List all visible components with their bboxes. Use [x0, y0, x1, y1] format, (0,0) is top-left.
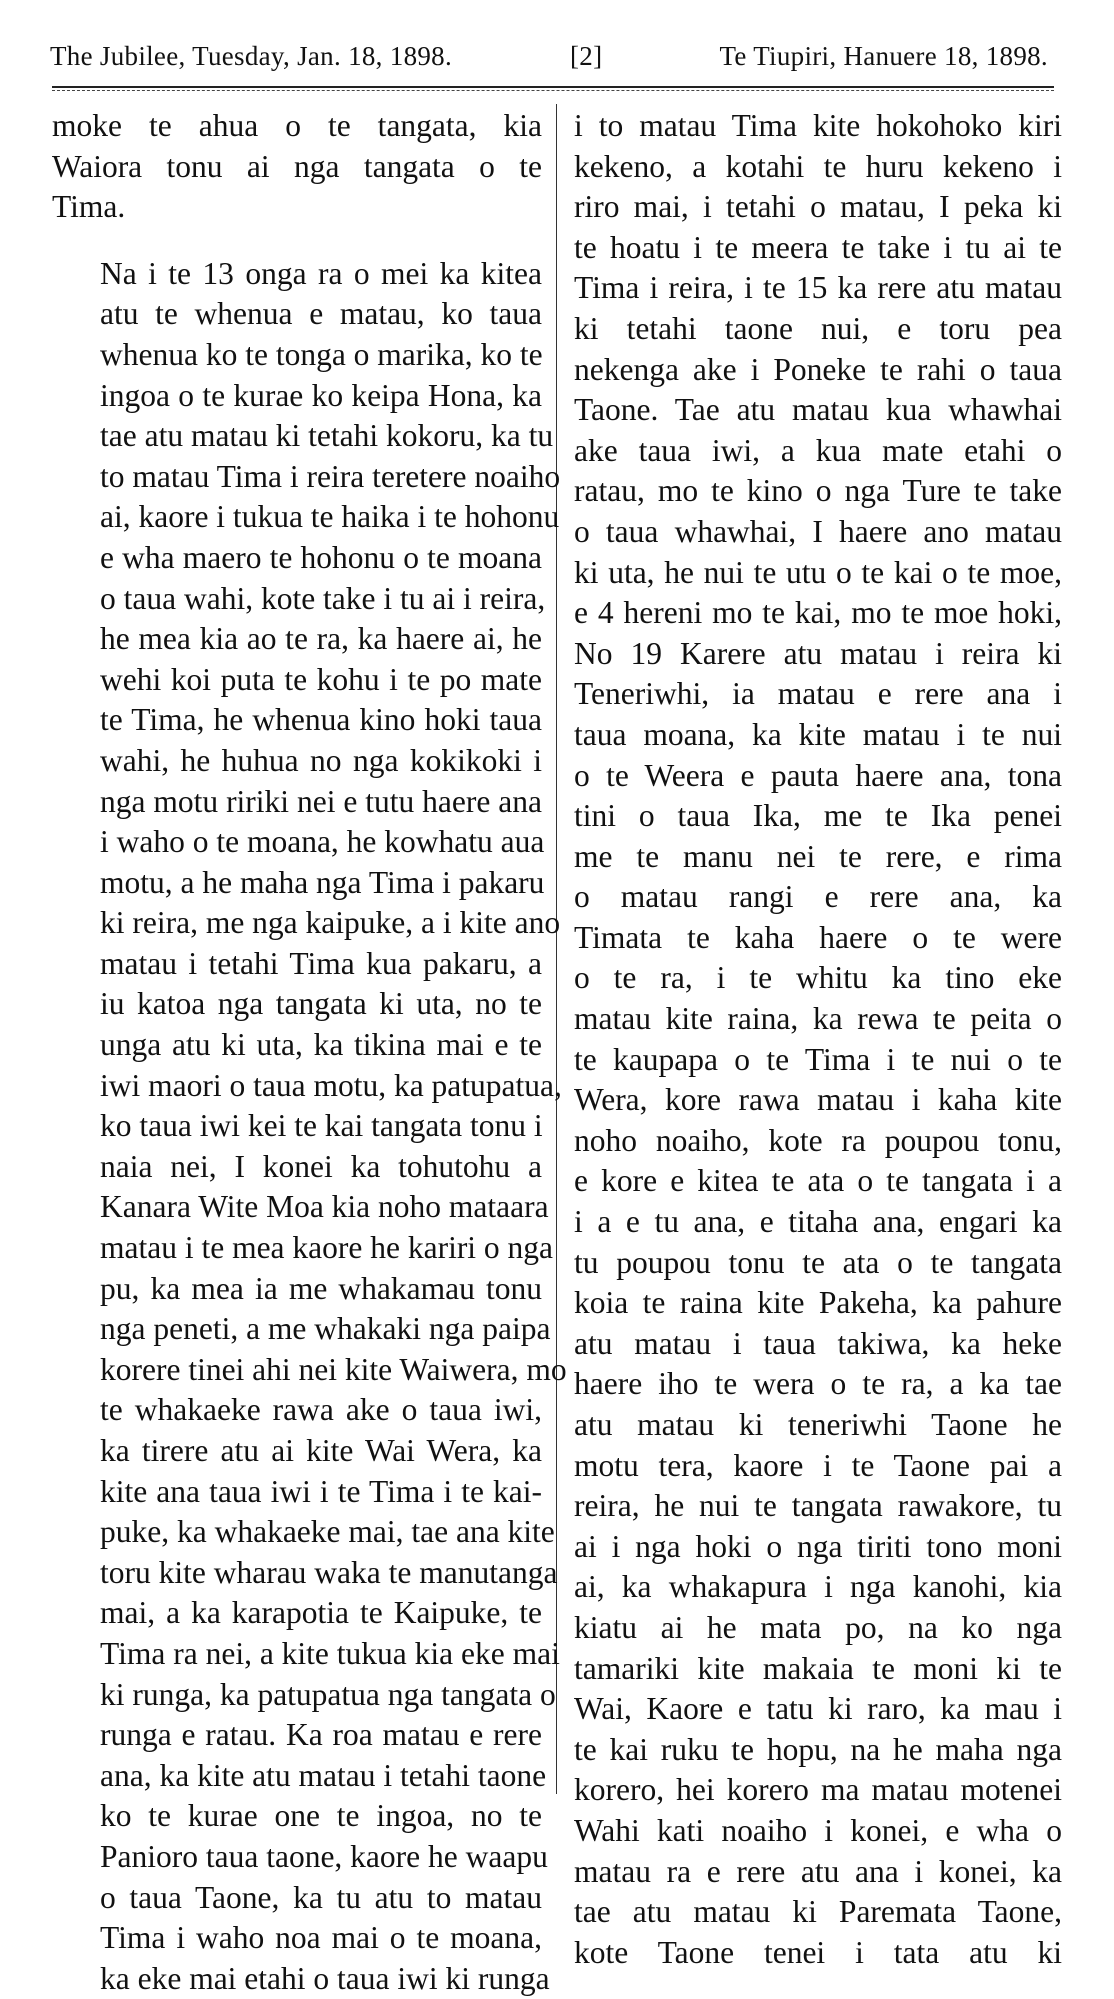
text-line: atu te whenua e matau, ko taua	[100, 296, 542, 332]
text-line: toru kite wharau waka te manutanga	[100, 1554, 558, 1590]
text-line: matau ra e rere atu ana i konei, ka	[574, 1853, 1062, 1889]
left-column	[52, 106, 567, 1999]
text-line: ko te kurae one te ingoa, no te	[100, 1798, 542, 1834]
text-line: motu, a he maha nga Tima i pakaru	[100, 864, 545, 900]
text-line: o te Weera e pauta haere ana, tona	[574, 757, 1062, 793]
text-line: ki uta, he nui te utu o te kai o te moe,	[574, 554, 1062, 590]
text-line: me te manu nei te rere, e rima	[574, 838, 1062, 874]
text-line: kiatu ai he mata po, na ko nga	[574, 1609, 1062, 1645]
text-line: matau i tetahi Tima kua pakaru, a	[100, 945, 542, 981]
text-line: ana, ka kite atu matau i tetahi taone	[100, 1757, 547, 1793]
text-line: nga peneti, a me whakaki nga paipa	[100, 1311, 551, 1347]
text-line: ka tirere atu ai kite Wai Wera, ka	[100, 1433, 542, 1468]
text-line: ki tetahi taone nui, e toru pea	[574, 310, 1062, 346]
text-line: Wai, Kaore e tatu ki raro, ka mau i	[574, 1691, 1062, 1727]
text-line: Tima.	[52, 189, 126, 225]
text-line: i waho o te moana, he kowhatu aua	[100, 824, 545, 860]
text-line: Waiora tonu ai nga tangata o te	[52, 148, 542, 184]
text-line: wahi, he huhua no nga kokikoki i	[100, 742, 542, 778]
text-line: Tima i reira, i te 15 ka rere atu matau	[574, 270, 1062, 306]
text-line: nga motu ririki nei e tutu haere ana	[100, 783, 542, 819]
text-line: Tima ra nei, a kite tukua kia eke mai	[100, 1635, 560, 1671]
text-line: Timata te kaha haere o te were	[574, 919, 1062, 955]
text-line: Panioro taua taone, kaore he waapu	[100, 1838, 548, 1874]
text-line: o te ra, i te whitu ka tino eke	[574, 960, 1062, 996]
text-line: matau kite raina, ka rewa te peita o	[574, 1001, 1062, 1037]
text-line: Teneriwhi, ia matau e rere ana i	[574, 676, 1062, 712]
text-line: i to matau Tima kite hokohoko kiri	[574, 108, 1062, 143]
left-column-paragraph-1	[52, 106, 542, 228]
page-header	[44, 36, 1070, 76]
text-line: e wha maero te hohonu o te moana	[100, 539, 542, 575]
header-english-dateline: The Jubilee, Tuesday, Jan. 18, 1898.	[50, 41, 453, 71]
text-line: te whakaeke rawa ake o taua iwi,	[100, 1392, 542, 1428]
text-line: tae atu matau ki Paremata Taone,	[574, 1894, 1062, 1930]
header-rule	[52, 86, 1054, 88]
text-line: Taone. Tae atu matau kua whawhai	[574, 392, 1062, 428]
text-line: ki reira, me nga kaipuke, a i kite ano	[100, 905, 561, 941]
text-line: No 19 Karere atu matau i reira ki	[574, 635, 1062, 671]
text-line: motu tera, kaore i te Taone pai a	[574, 1447, 1062, 1483]
text-line: matau i te mea kaore he kariri o nga	[100, 1230, 554, 1266]
text-line: ai, ka whakapura i nga kanohi, kia	[574, 1569, 1062, 1605]
left-column-paragraph-2	[52, 254, 567, 1999]
text-line: taua moana, ka kite matau i te nui	[574, 716, 1062, 752]
text-line: i a e tu ana, e titaha ana, engari ka	[574, 1204, 1062, 1240]
text-line: whenua ko te tonga o marika, ko te	[100, 336, 543, 372]
header-maori-dateline: Te Tiupiri, Hanuere 18, 1898.	[719, 41, 1048, 71]
text-line: tini o taua Ika, me te Ika penei	[574, 798, 1062, 834]
text-line: atu matau ki teneriwhi Taone he	[574, 1407, 1062, 1442]
text-line: Kanara Wite Moa kia noho mataara	[100, 1189, 549, 1225]
text-line: reira, he nui te tangata rawakore, tu	[574, 1488, 1062, 1524]
text-line: to matau Tima i reira teretere noaiho	[100, 458, 561, 494]
text-line: o taua Taone, ka tu atu to matau	[100, 1879, 542, 1915]
text-line: ingoa o te kurae ko keipa Hona, ka	[100, 377, 542, 413]
text-line: ka eke mai etahi o taua iwi ki runga	[100, 1960, 550, 1996]
text-line: korero, hei korero ma matau motenei	[574, 1772, 1062, 1808]
text-line: pu, ka mea ia me whakamau tonu	[100, 1270, 542, 1306]
text-line: ko taua iwi kei te kai tangata tonu i	[100, 1108, 543, 1144]
text-line: e kore e kitea te ata o te tangata i a	[574, 1163, 1062, 1199]
text-line: atu matau i taua takiwa, ka heke	[574, 1325, 1062, 1361]
text-line: kekeno, a kotahi te huru kekeno i	[574, 148, 1062, 184]
text-line: ratau, mo te kino o nga Ture te take	[574, 473, 1062, 509]
text-line: ai i nga hoki o nga tiriti tono moni	[574, 1528, 1062, 1564]
text-line: te kai ruku te hopu, na he maha nga	[574, 1731, 1062, 1767]
text-line: e 4 hereni mo te kai, mo te moe hoki,	[574, 595, 1062, 631]
text-line: unga atu ki uta, ka tikina mai e te	[100, 1027, 542, 1063]
text-line: he mea kia ao te ra, ka haere ai, he	[100, 621, 542, 657]
right-column	[574, 106, 1062, 1973]
text-line: kote Taone tenei i tata atu ki	[574, 1934, 1062, 1970]
text-line: mai, a ka karapotia te Kaipuke, te	[100, 1595, 542, 1631]
text-line: noho noaiho, kote ra poupou tonu,	[574, 1122, 1062, 1158]
text-line: korere tinei ahi nei kite Waiwera, mo	[100, 1351, 567, 1387]
text-line: kite ana taua iwi i te Tima i te kai-	[100, 1473, 542, 1509]
text-line: puke, ka whakaeke mai, tae ana kite	[100, 1514, 555, 1550]
text-line: iu katoa nga tangata ki uta, no te	[100, 986, 542, 1022]
text-line: nekenga ake i Poneke te rahi o taua	[574, 351, 1062, 387]
text-line: o taua whawhai, I haere ano matau	[574, 513, 1062, 549]
text-line: Tima i waho noa mai o te moana,	[100, 1920, 542, 1956]
text-line: naia nei, I konei ka tohutohu a	[100, 1148, 542, 1184]
column-divider	[556, 104, 557, 1794]
text-line: Wahi kati noaiho i konei, e wha o	[574, 1812, 1062, 1848]
text-line: te Tima, he whenua kino hoki taua	[100, 702, 542, 738]
text-line: o matau rangi e rere ana, ka	[574, 879, 1062, 915]
header-rule-secondary	[52, 90, 1054, 91]
text-line: tae atu matau ki tetahi kokoru, ka tu	[100, 418, 554, 454]
right-column-paragraph	[574, 106, 1062, 1973]
text-line: iwi maori o taua motu, ka patupatua,	[100, 1067, 562, 1103]
text-line: wehi koi puta te kohu i te po mate	[100, 661, 542, 697]
text-line: ki runga, ka patupatua nga tangata o	[100, 1676, 556, 1712]
text-line: o taua wahi, kote take i tu ai i reira,	[100, 580, 546, 616]
text-line: Na i te 13 onga ra o mei ka kitea	[100, 255, 542, 291]
text-line: tamariki kite makaia te moni ki te	[574, 1650, 1062, 1686]
text-line: tu poupou tonu te ata o te tangata	[574, 1244, 1062, 1280]
text-line: koia te raina kite Pakeha, ka pahure	[574, 1285, 1062, 1321]
text-line: riro mai, i tetahi o matau, I peka ki	[574, 189, 1062, 225]
text-line: te kaupapa o te Tima i te nui o te	[574, 1041, 1062, 1077]
text-line: runga e ratau. Ka roa matau e rere	[100, 1717, 542, 1753]
text-line: te hoatu i te meera te take i tu ai te	[574, 229, 1062, 265]
page-number: [2]	[570, 41, 603, 71]
text-line: moke te ahua o te tangata, kia	[52, 108, 542, 143]
text-line: haere iho te wera o te ra, a ka tae	[574, 1366, 1062, 1402]
text-line: ai, kaore i tukua te haika i te hohonu	[100, 499, 560, 535]
text-line: Wera, kore rawa matau i kaha kite	[574, 1082, 1062, 1118]
text-line: ake taua iwi, a kua mate etahi o	[574, 432, 1062, 468]
